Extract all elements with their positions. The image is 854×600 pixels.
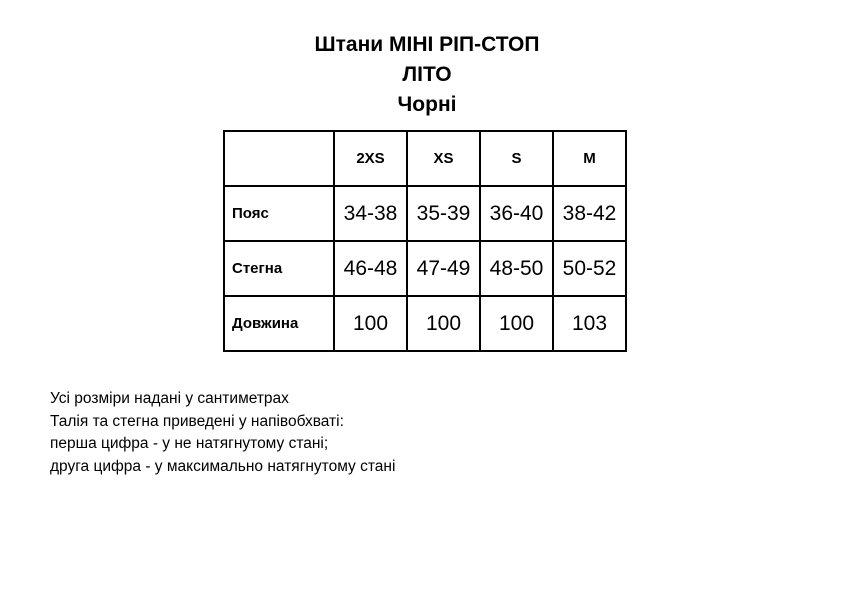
size-notes: [50, 388, 395, 478]
table-header-row: [224, 131, 626, 186]
table-corner-cell: [224, 131, 334, 186]
table-cell: 100: [334, 296, 407, 351]
column-header-m: M: [553, 131, 626, 186]
row-label-length: Довжина: [224, 296, 334, 351]
note-half-girth: Талія та стегна приведені у напівобхваті:: [50, 412, 344, 430]
table-cell: 35-39: [407, 186, 480, 241]
color-label: Чорні: [397, 93, 457, 116]
season-label: ЛІТО: [402, 63, 452, 86]
row-label-waist: Пояс: [224, 186, 334, 241]
table-cell: 48-50: [480, 241, 553, 296]
note-stretched: друга цифра - у максимально натягнутому стані: [50, 457, 396, 475]
table-cell: 47-49: [407, 241, 480, 296]
row-label-hips: Стегна: [224, 241, 334, 296]
table-cell: 34-38: [334, 186, 407, 241]
product-title: Штани МІНІ РІП-СТОП: [314, 33, 540, 56]
table-row-waist: [224, 186, 626, 241]
note-relaxed: перша цифра - у не натягнутому стані;: [50, 435, 329, 452]
column-header-s: S: [480, 131, 553, 186]
size-table: [223, 130, 627, 352]
table-cell: 50-52: [553, 241, 626, 296]
table-cell: 46-48: [334, 241, 407, 296]
table-row-length: [224, 296, 626, 351]
table-cell: 100: [407, 296, 480, 351]
note-units: Усі розміри надані у сантиметрах: [50, 390, 289, 407]
title-block: [0, 30, 854, 120]
table-cell: 100: [480, 296, 553, 351]
table-cell: 103: [553, 296, 626, 351]
table-row-hips: [224, 241, 626, 296]
table-cell: 36-40: [480, 186, 553, 241]
table-cell: 38-42: [553, 186, 626, 241]
column-header-xs: XS: [407, 131, 480, 186]
column-header-2xs: 2XS: [334, 131, 407, 186]
